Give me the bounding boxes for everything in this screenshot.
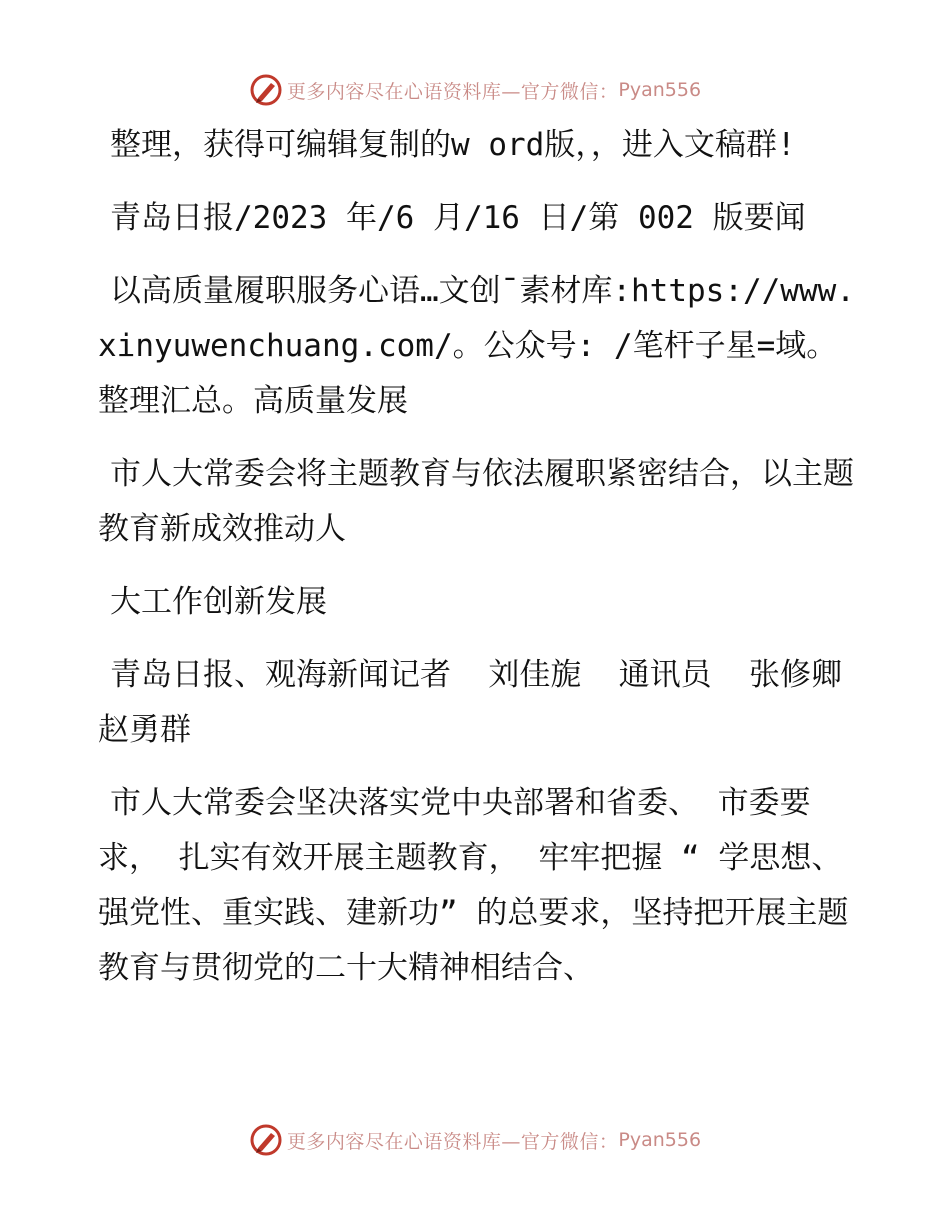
header-watermark (0, 70, 950, 110)
paragraph-subheadline: 市人大常委会将主题教育与依法履职紧密结合，以主题教育新成效推动人 (98, 456, 854, 547)
paragraph-subheadline-cont: 大工作创新发展 (110, 584, 327, 620)
header-watermark-text: 更多内容尽在心语资料库—官方微信： (286, 80, 619, 103)
paragraph-headline: 以高质量履职服务心语…文创¯素材库:https://www.xinyuwenchuang.com/。公众号: /笔杆子星=域。整理汇总。高质量发展 (98, 273, 855, 419)
footer-watermark-text: 更多内容尽在心语资料库—官方微信： (286, 1130, 619, 1153)
header-watermark-handle: Pyan556 (618, 79, 702, 101)
document-body (98, 118, 880, 1014)
footer-watermark-handle: Pyan556 (618, 1129, 702, 1151)
paragraph-intro: 整理，获得可编辑复制的w ord版，，进入文稿群! (110, 127, 796, 163)
pen-logo-icon (249, 73, 283, 107)
paragraph-byline: 青岛日报、观海新闻记者 刘佳旎 通讯员 张修卿 赵勇群 (98, 657, 880, 748)
paragraph-source: 青岛日报/2023 年/6 月/16 日/第 002 版要闻 (110, 200, 806, 236)
footer-watermark (0, 1120, 950, 1160)
paragraph-body: 市人大常委会坚决落实党中央部署和省委、 市委要求， 扎实有效开展主题教育， 牢牢把握 “ 学思想、强党性、重实践、建新功” 的总要求，坚持把开展主题教育与贯彻党的二十大精神相结合、 (98, 785, 849, 986)
pen-logo-icon (249, 1123, 283, 1157)
